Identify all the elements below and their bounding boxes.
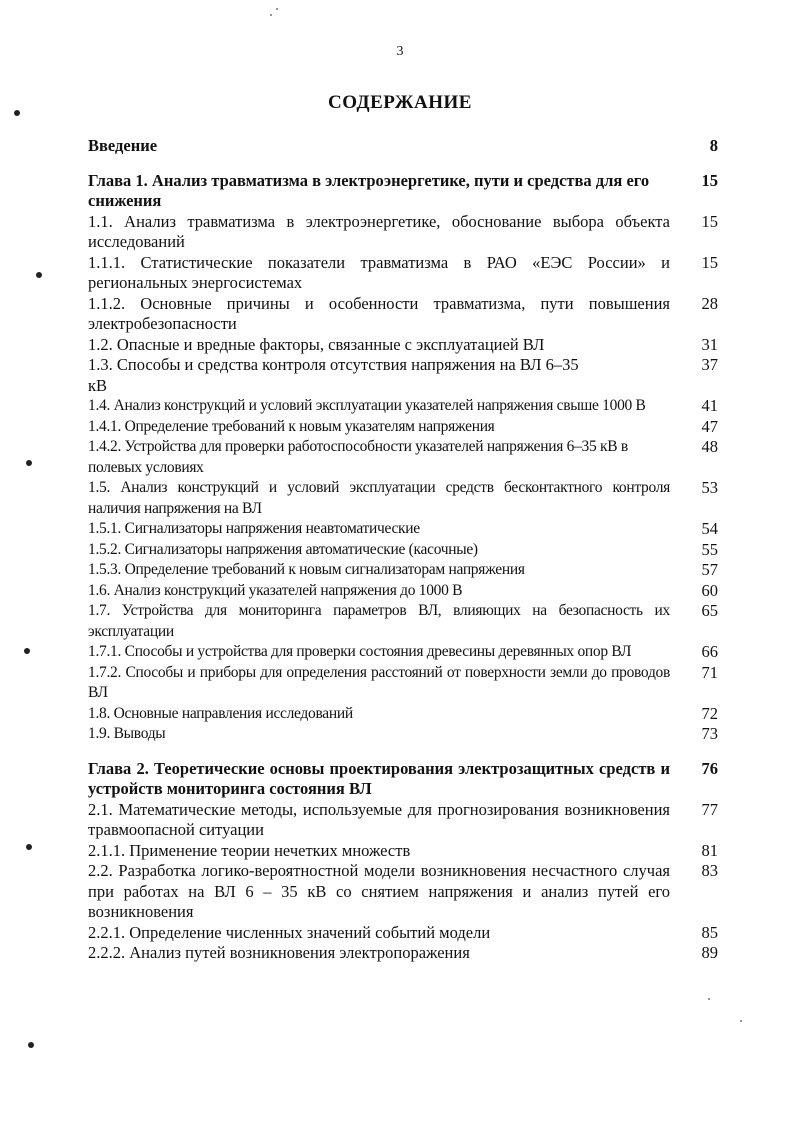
toc-entry-title: 1.6. Анализ конструкций указателей напряжения до 1000 В	[88, 581, 463, 599]
binding-mark	[26, 460, 32, 466]
toc-entry[interactable]	[88, 417, 718, 438]
toc-entry[interactable]	[88, 800, 718, 841]
toc-entry-title: 2.1. Математические методы, используемые для прогнозирования возникновения травмоопасной ситуации	[88, 799, 670, 839]
toc-entry[interactable]	[88, 923, 718, 944]
toc-entry-title: 1.1.1. Статистические показатели травматизма в РАО «ЕЭС России» и региональных энергосистемах	[88, 252, 670, 292]
toc-entry[interactable]	[88, 581, 718, 602]
toc-entry-page: 57	[701, 560, 718, 579]
binding-mark	[28, 1042, 34, 1048]
binding-mark	[14, 110, 20, 116]
toc-entry-title: 1.7.2. Способы и приборы для определения расстояний от поверхности земли до проводов ВЛ	[88, 663, 670, 701]
toc-entry-page: 73	[701, 724, 718, 743]
toc-entry-title: 1.4. Анализ конструкций и условий эксплуатации указателей напряжения свыше 1000 В	[88, 397, 646, 414]
toc-entry-page: 77	[701, 799, 718, 819]
toc-entry-page: 15	[701, 252, 718, 272]
toc-entry-title: 1.5.3. Определение требований к новым сигнализаторам напряжения	[88, 561, 525, 578]
toc-entry-title: 1.9. Выводы	[88, 725, 166, 742]
toc-entry-title: 2.2.1. Определение численных значений событий модели	[88, 922, 491, 942]
toc-entry-title: 1.5. Анализ конструкций и условий эксплуатации средств бесконтактного контроля наличия напряжения на ВЛ	[88, 479, 670, 517]
toc-entry-title: Введение	[88, 136, 158, 155]
binding-mark	[24, 648, 30, 654]
toc-entry-page: 85	[701, 922, 718, 942]
toc-entry-title: 1.1. Анализ травматизма в электроэнергетике, обоснование выбора объекта исследований	[88, 211, 670, 251]
toc-entry[interactable]	[88, 642, 718, 663]
speck	[708, 998, 710, 1000]
toc-entry-title: 1.4.2. Устройства для проверки работоспособности указателей напряжения 6–35 кВ в полевых условиях	[88, 438, 628, 476]
page-number: 3	[396, 44, 404, 59]
toc-entry[interactable]	[88, 841, 718, 862]
toc-chapter-entry[interactable]	[88, 759, 718, 800]
toc-entry-title: 1.7. Устройства для мониторинга параметров ВЛ, влияющих на безопасность их эксплуатации	[88, 602, 670, 640]
toc-entry-page: 8	[709, 136, 718, 155]
toc-entry-page: 41	[701, 396, 718, 415]
speck	[270, 14, 272, 16]
toc-entry-title: 1.7.1. Способы и устройства для проверки состояния древесины деревянных опор ВЛ	[88, 643, 632, 660]
toc-entry[interactable]	[88, 253, 718, 294]
toc-entry[interactable]	[88, 335, 718, 356]
toc-entry-page: 65	[701, 601, 718, 620]
toc-entry-page: 66	[701, 642, 718, 661]
toc-entry-page: 83	[701, 861, 718, 880]
toc-entry-page: 48	[701, 437, 718, 456]
toc-entry[interactable]	[88, 540, 718, 561]
toc-entry-title: 1.3. Способы и средства контроля отсутствия напряжения на ВЛ 6–35 кВ	[88, 355, 579, 395]
toc-entry-title: 1.2. Опасные и вредные факторы, связанные с эксплуатацией ВЛ	[88, 334, 545, 354]
toc-entry[interactable]	[88, 519, 718, 540]
toc-entry-title: 2.2.2. Анализ путей возникновения электропоражения	[88, 943, 470, 962]
toc-entry-page: 37	[701, 355, 718, 374]
table-of-contents	[88, 136, 718, 964]
toc-entry[interactable]	[88, 294, 718, 335]
toc-entry[interactable]	[88, 212, 718, 253]
toc-entry-title: 1.8. Основные направления исследований	[88, 704, 353, 722]
toc-entry-title: Глава 1. Анализ травматизма в электроэнергетике, пути и средства для его снижения	[88, 170, 650, 210]
toc-entry-page: 15	[701, 170, 718, 190]
toc-entry-page: 71	[701, 662, 718, 682]
toc-entry-title: 2.2. Разработка логико-вероятностной модели возникновения несчастного случая при работах на ВЛ 6 – 35 кВ со снятием напряжения и анализ путей его возникновения	[88, 861, 670, 921]
speck	[740, 1020, 742, 1022]
toc-entry[interactable]	[88, 601, 718, 642]
toc-entry-page: 89	[701, 943, 718, 962]
toc-entry[interactable]	[88, 943, 718, 964]
toc-entry[interactable]	[88, 560, 718, 581]
toc-entry-page: 81	[701, 840, 718, 860]
toc-entry-title: 2.1.1. Применение теории нечетких множеств	[88, 840, 411, 860]
toc-entry[interactable]	[88, 355, 718, 396]
toc-entry-page: 31	[701, 334, 718, 354]
toc-entry[interactable]	[88, 478, 718, 519]
binding-mark	[26, 844, 32, 850]
toc-entry-title: Глава 2. Теоретические основы проектирования электрозащитных средств и устройств мониторинга состояния ВЛ	[88, 758, 670, 798]
toc-entry-page: 72	[701, 703, 718, 723]
speck	[276, 8, 278, 10]
toc-entry-page: 60	[701, 580, 718, 600]
toc-entry-title: 1.4.1. Определение требований к новым указателям напряжения	[88, 417, 495, 435]
toc-entry-page: 54	[701, 519, 718, 538]
toc-entry-title: 1.5.1. Сигнализаторы напряжения неавтоматические	[88, 520, 420, 537]
page-title: СОДЕРЖАНИЕ	[328, 92, 472, 113]
toc-entry[interactable]	[88, 861, 718, 923]
toc-entry-page: 28	[701, 293, 718, 313]
toc-entry[interactable]	[88, 704, 718, 725]
toc-entry[interactable]	[88, 396, 718, 417]
toc-entry[interactable]	[88, 724, 718, 745]
toc-chapter-entry[interactable]	[88, 171, 718, 212]
toc-entry-page: 55	[701, 539, 718, 559]
toc-entry-title: 1.5.2. Сигнализаторы напряжения автоматические (касочные)	[88, 540, 478, 558]
binding-mark	[36, 272, 42, 278]
toc-entry[interactable]	[88, 437, 718, 478]
toc-entry[interactable]	[88, 663, 718, 704]
toc-entry-page: 47	[701, 416, 718, 436]
toc-entry-page: 76	[701, 758, 718, 778]
toc-entry-page: 15	[701, 211, 718, 231]
toc-entry-title: 1.1.2. Основные причины и особенности травматизма, пути повышения электробезопасности	[88, 293, 670, 333]
toc-entry-page: 53	[701, 478, 718, 497]
toc-entry[interactable]	[88, 136, 718, 157]
